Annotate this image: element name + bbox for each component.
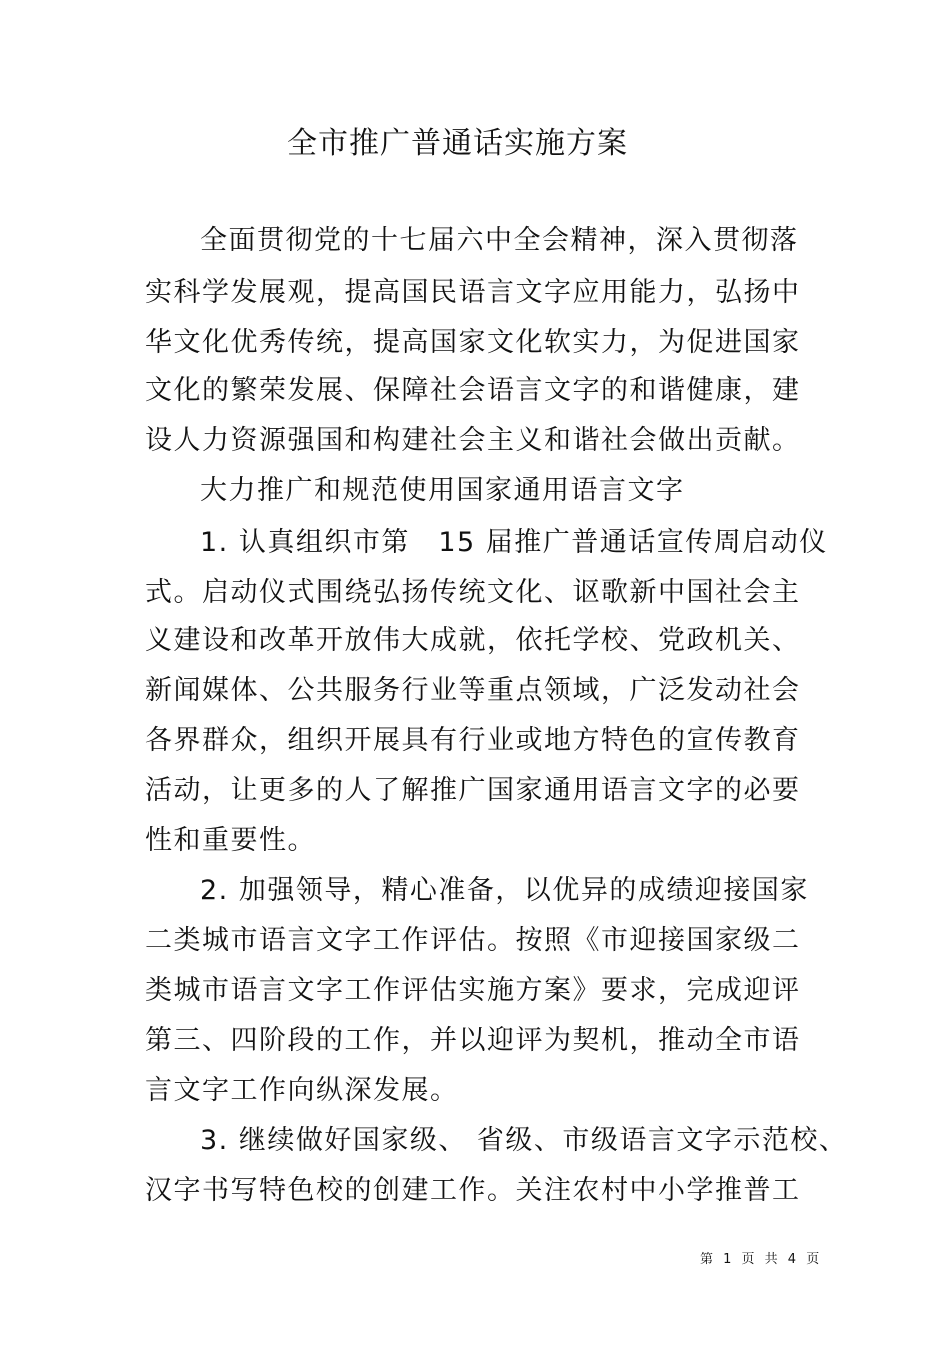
text-line: 第三、四阶段的工作，并以迎评为契机，推动全市语 — [145, 1025, 801, 1056]
text-line: 实科学发展观，提高国民语言文字应用能力，弘扬中 — [145, 277, 801, 308]
text-line: 华文化优秀传统，提高国家文化软实力，为促进国家 — [145, 327, 801, 358]
page-number: 第 1 页 共 4 页 — [700, 1252, 823, 1267]
text-line: 文化的繁荣发展、保障社会语言文字的和谐健康，建 — [145, 375, 801, 406]
text-line: 设人力资源强国和构建社会主义和谐社会做出贡献。 — [145, 425, 801, 456]
text-line: 义建设和改革开放伟大成就，依托学校、党政机关、 — [145, 625, 801, 656]
text-line: 类城市语言文字工作评估实施方案》要求，完成迎评 — [145, 975, 801, 1006]
text-line: 2. 加强领导，精心准备，以优异的成绩迎接国家 — [200, 875, 809, 906]
text-line: 性和重要性。 — [145, 825, 316, 856]
text-line: 汉字书写特色校的创建工作。关注农村中小学推普工 — [145, 1175, 801, 1206]
text-line: 新闻媒体、公共服务行业等重点领域，广泛发动社会 — [145, 675, 801, 706]
text-line: 全面贯彻党的十七届六中全会精神，深入贯彻落 — [200, 225, 799, 256]
text-line: 言文字工作向纵深发展。 — [145, 1075, 459, 1106]
text-line: 二类城市语言文字工作评估。按照《市迎接国家级二 — [145, 925, 801, 956]
text-line: 3. 继续做好国家级、 省级、市级语言文字示范校、 — [200, 1125, 848, 1156]
text-line: 活动，让更多的人了解推广国家通用语言文字的必要 — [145, 775, 801, 806]
text-line: 式。启动仪式围绕弘扬传统文化、讴歌新中国社会主 — [145, 577, 801, 608]
section-heading: 大力推广和规范使用国家通用语言文字 — [200, 475, 685, 506]
document-title: 全市推广普通话实施方案 — [287, 126, 628, 161]
text-line: 1. 认真组织市第 15 届推广普通话宣传周启动仪 — [200, 527, 828, 558]
text-line: 各界群众，组织开展具有行业或地方特色的宣传教育 — [145, 725, 801, 756]
